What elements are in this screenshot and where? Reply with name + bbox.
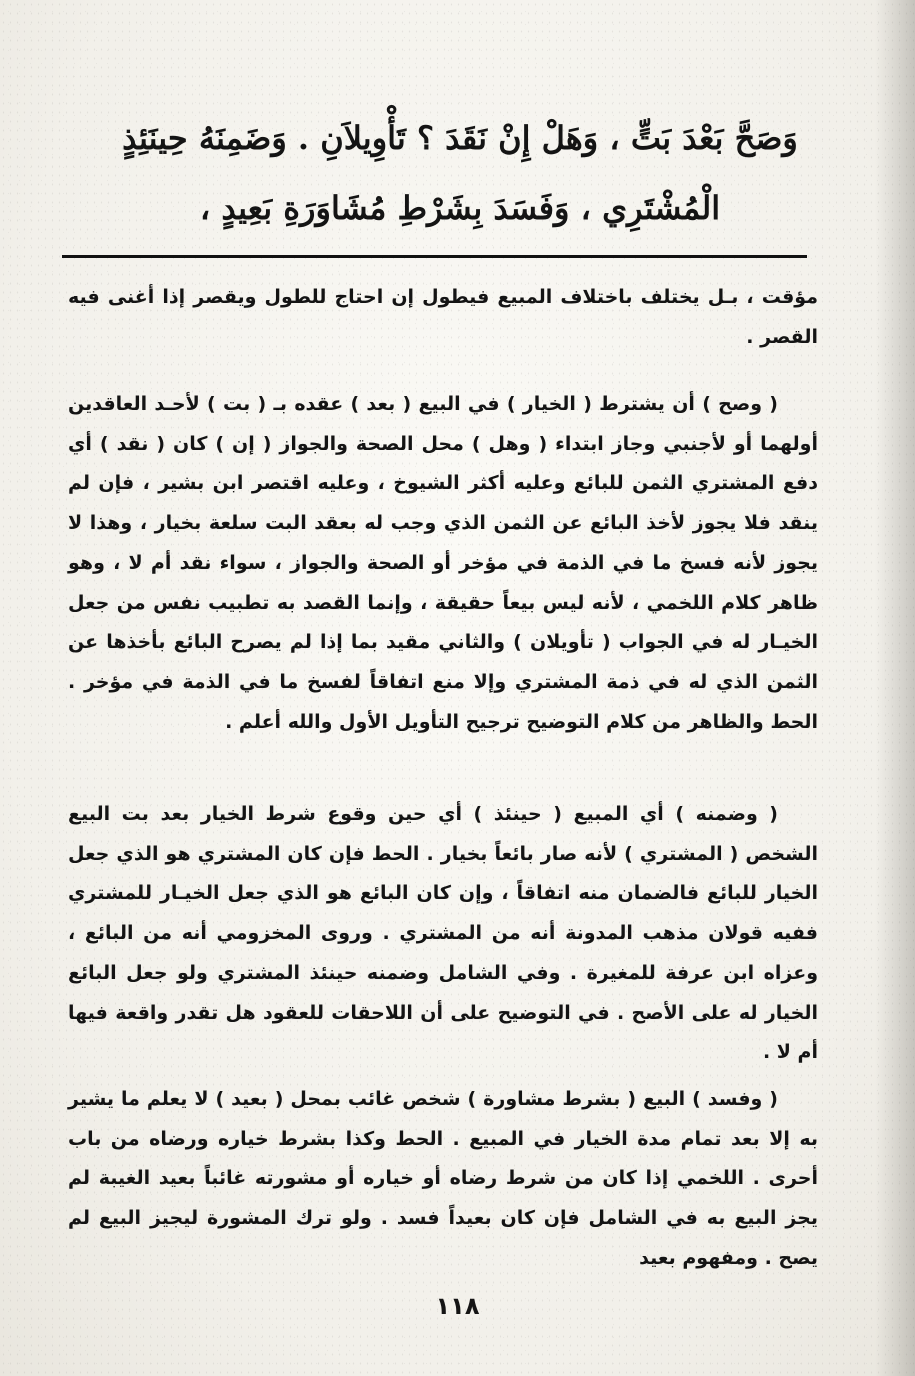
commentary-paragraph-4: ( وفسد ) البيع ( بشرط مشاورة ) شخص غائب بمحل ( بعيد ) لا يعلم ما يشير به إلا بعد تمام مدة الخيار في المبيع . الحط وكذا بشرط خياره ورضاه من باب أحرى . اللخمي إذا كان من شرط رضاه أو خياره أو مشورته غائباً بعيد الغيبة لم يجز البيع به في الشامل فإن كان بعيداً فسد . ولو ترك المشورة ليجيز البيع لم يصح . ومفهوم بعيد [68,1088,818,1269]
matn-line-2: الْمُشْتَرِي ، وَفَسَدَ بِشَرْطِ مُشَاوَرَةِ بَعِيدٍ ، [199,189,721,227]
commentary-paragraph-1: مؤقت ، بـل يختلف باختلاف المبيع فيطول إن احتاج للطول ويقصر إذا أغنى فيه القصر . [68,286,818,348]
separator-rule [62,255,807,258]
matn-line-1: وَصَحَّ بَعْدَ بَتٍّ ، وَهَلْ إِنْ نَقَدَ ؟ تَأْوِيلاَنِ . وَضَمِنَهُ حِينَئِذٍ [122,119,798,157]
commentary-paragraph-2: ( وصح ) أن يشترط ( الخيار ) في البيع ( بعد ) عقده بـ ( بت ) لأحـد العاقدين أولهما أو لأجنبي وجاز ابتداء ( وهل ) محل الصحة والجواز ( إن ) كان ( نقد ) أي دفع المشتري الثمن للبائع وعليه أكثر الشيوخ ، وعليه اقتصر ابن بشير ، فإن لم ينقد فلا يجوز لأخذ البائع عن الثمن الذي وجب له بعقد البت سلعة بخيار ، وهذا لا يجوز لأنه فسخ ما في الذمة في مؤخر أو الصحة والجواز ، سواء نقد أم لا ، وهو ظاهر كلام اللخمي ، لأنه ليس بيعاً حقيقة ، وإنما القصد به تطبيب نفس من جعل الخيـار له في الجواب ( تأويلان ) والثاني مقيد بما إذا لم يصرح البائع بأخذها عن الثمن الذي له في ذمة المشتري وإلا منع اتفاقاً لفسخ ما في الذمة في مؤخر . الحط والظاهر من كلام التوضيح ترجيح التأويل الأول والله أعلم . [68,393,818,733]
scan-shadow [875,0,915,1376]
commentary-paragraph-3: ( وضمنه ) أي المبيع ( حينئذ ) أي حين وقوع شرط الخيار بعد بت البيع الشخص ( المشتري ) لأنه صار بائعاً بخيار . الحط فإن كان المشتري هو الذي جعل الخيار للبائع فالضمان منه اتفاقاً ، وإن كان البائع هو الذي جعل الخيـار للمشتري ففيه قولان مذهب المدونة أنه من المشتري . وروى المخزومي أنه من البائع ، وعزاه ابن عرفة للمغيرة . وفي الشامل وضمنه حينئذ المشتري ولو جعل البائع الخيار له على الأصح . في التوضيح على أن اللاحقات للعقود هل تقدر واقعة فيها أم لا . [68,803,818,1064]
page-number: ١١٨ [435,1292,480,1320]
